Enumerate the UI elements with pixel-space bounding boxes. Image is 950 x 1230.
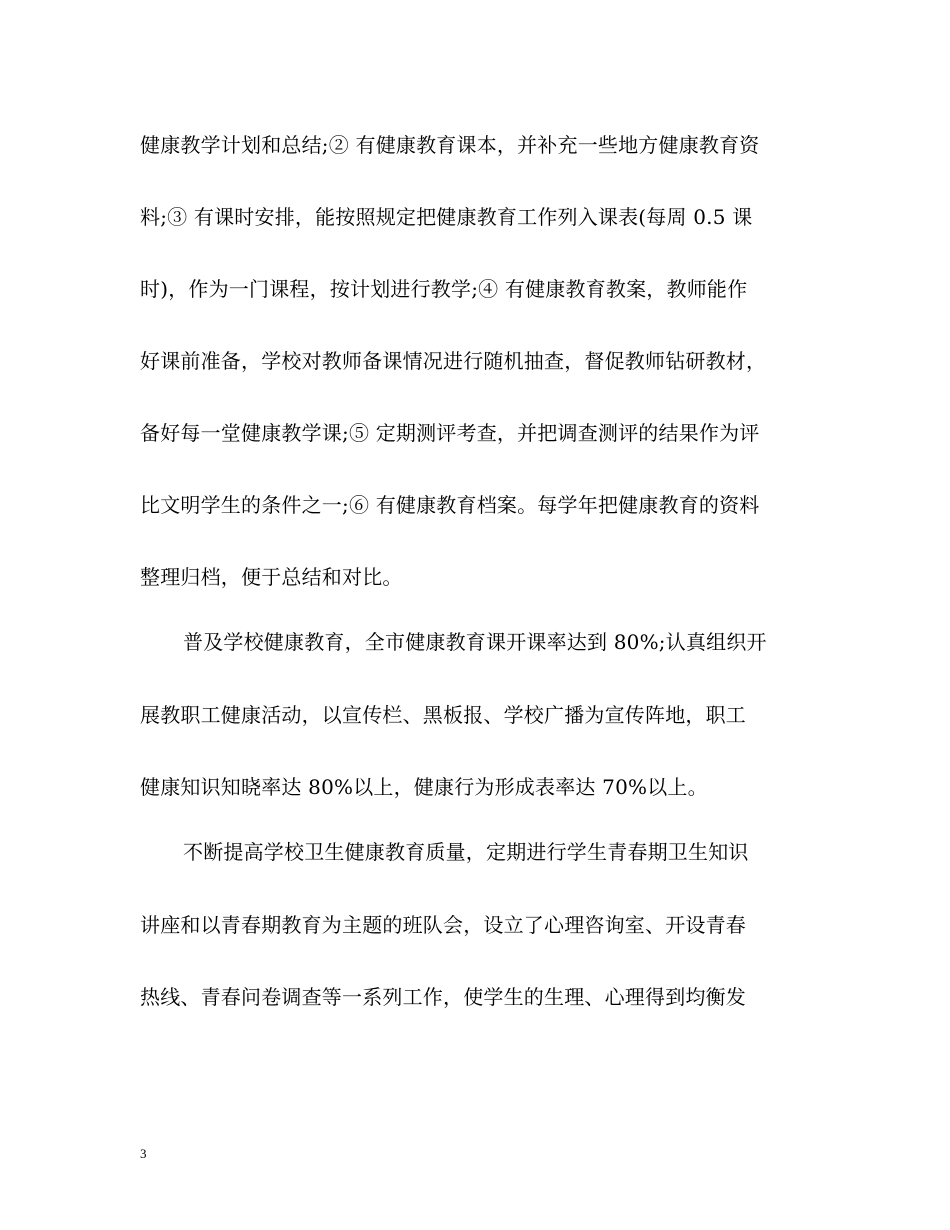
text-line: 料;③ 有课时安排，能按照规定把健康教育工作列入课表(每周 0.5 课: [140, 205, 753, 229]
page-number: 3: [140, 1146, 147, 1161]
text-line: 好课前准备，学校对教师备课情况进行随机抽查，督促教师钻研教材，: [140, 349, 767, 373]
text-line: 热线、青春问卷调查等一系列工作，使学生的生理、心理得到均衡发: [140, 985, 746, 1009]
paragraph-first-line: 不断提高学校卫生健康教育质量，定期进行学生青春期卫生知识: [183, 840, 749, 864]
text-line: 比文明学生的条件之一;⑥ 有健康教育档案。每学年把健康教育的资料: [140, 493, 760, 517]
text-line: 展教职工健康活动，以宣传栏、黑板报、学校广播为宣传阵地，职工: [140, 703, 746, 727]
text-line: 整理归档，便于总结和对比。: [140, 565, 403, 589]
text-line: 讲座和以青春期教育为主题的班队会，设立了心理咨询室、开设青春: [140, 913, 746, 937]
paragraph-first-line: 普及学校健康教育，全市健康教育课开课率达到 80%;认真组织开: [183, 630, 767, 654]
text-line: 时)，作为一门课程，按计划进行教学;④ 有健康教育教案，教师能作: [140, 277, 748, 301]
text-line: 健康教学计划和总结;② 有健康教育课本，并补充一些地方健康教育资: [140, 133, 760, 157]
text-line: 健康知识知晓率达 80%以上，健康行为形成表率达 70%以上。: [140, 775, 708, 799]
text-line: 备好每一堂健康教学课;⑤ 定期测评考查，并把调查测评的结果作为评: [140, 421, 760, 445]
